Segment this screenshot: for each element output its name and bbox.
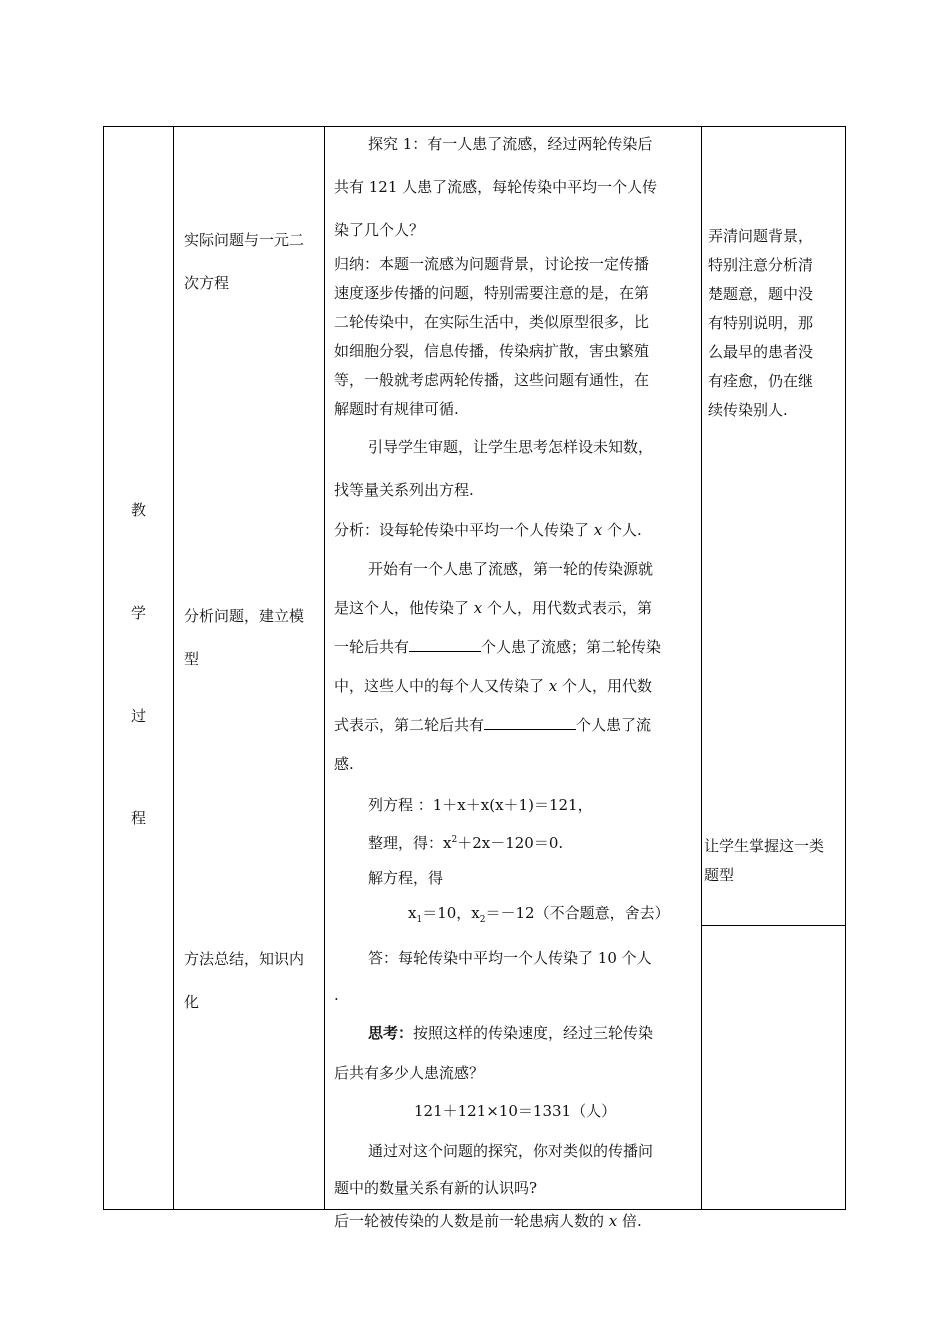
text-line: 找等量关系列出方程. — [334, 481, 474, 499]
stage-char: 学 — [130, 604, 146, 622]
text-line: 分析：设每轮传染中平均一个人传染了 x 个人. — [334, 521, 642, 539]
text-line: . — [334, 986, 339, 1004]
stage-char: 过 — [130, 707, 146, 725]
column-divider — [701, 127, 702, 1209]
text-line: 开始有一个人患了流感，第一轮的传染源就 — [368, 560, 654, 578]
equation: 解方程，得 — [368, 869, 444, 887]
text-line: 后共有多少人患流感？ — [334, 1064, 485, 1082]
text-line: 题中的数量关系有新的认识吗? — [334, 1179, 538, 1197]
stage-char: 程 — [130, 809, 146, 827]
text-line: 答：每轮传染中平均一个人传染了 10 个人 — [368, 949, 652, 967]
column-divider — [173, 127, 174, 1209]
text-line: 染了几个人？ — [334, 221, 425, 239]
fill-blank[interactable] — [409, 636, 481, 652]
text-line: 思考：按照这样的传染速度，经过三轮传染 — [368, 1024, 654, 1042]
section-label-2: 分析问题，建立模 型 — [184, 607, 305, 668]
teaching-note-2: 让学生掌握这一类 题型 — [704, 837, 825, 884]
equation: 121＋121×10＝1331（人） — [414, 1102, 617, 1120]
section-label-3: 方法总结，知识内 化 — [184, 950, 305, 1011]
text-line: 是这个人，他传染了 x 个人，用代数式表示，第 — [334, 599, 653, 617]
equation: 整理，得：$x^2+2x-120=0$. — [368, 834, 564, 852]
column-divider — [324, 127, 325, 1209]
text-line: 中，这些人中的每个人又传染了 x 个人，用代数 — [334, 677, 653, 695]
text-line: 一轮后共有 个人患了流感；第二轮传染 — [334, 638, 662, 656]
text-line: 感. — [334, 755, 354, 773]
equation: 列方程 ：1＋x＋x(x＋1)＝121， — [368, 796, 593, 814]
stage-char: 教 — [130, 501, 146, 519]
section-label-1: 实际问题与一元二 次方程 — [184, 231, 305, 292]
fill-blank[interactable] — [484, 714, 576, 730]
text-line: 速度逐步传播的问题，特别需要注意的是，在第 — [334, 284, 650, 302]
text-line: 共有 121 人患了流感，每轮传染中平均一个人传 — [334, 178, 658, 196]
main-content — [334, 127, 700, 1237]
text-line: 如细胞分裂，信息传播，传染病扩散，害虫繁殖 — [334, 342, 650, 360]
text-line: 二轮传染中，在实际生活中，类似原型很多，比 — [334, 313, 650, 331]
lesson-table — [103, 126, 846, 1230]
text-line: 探究 1：有一人患了流感，经过两轮传染后 — [368, 135, 653, 153]
text-line: 引导学生审题，让学生思考怎样设未知数， — [368, 438, 654, 456]
text-line: 解题时有规律可循. — [334, 400, 459, 418]
text-line: 式表示，第二轮后共有 个人患了流 — [334, 716, 652, 734]
text-line: 等，一般就考虑两轮传播，这些问题有通性，在 — [334, 371, 650, 389]
equation: $x_1=10$，$x_2=-12$（不合题意，舍去） — [408, 904, 670, 925]
note-row-divider — [702, 925, 845, 926]
text-line: 归纳：本题一流感为问题背景，讨论按一定传播 — [334, 255, 650, 273]
text-line: 通过对这个问题的探究，你对类似的传播问 — [368, 1142, 654, 1160]
teaching-note-1: 弄清问题背景， 特别注意分析清 楚题意，题中没 有特别说明，那 么最早的患者没 有痊愈，仍在继 续传染别人. — [708, 227, 814, 419]
text-line: 后一轮被传染的人数是前一轮患病人数的 x 倍. — [334, 1212, 642, 1230]
